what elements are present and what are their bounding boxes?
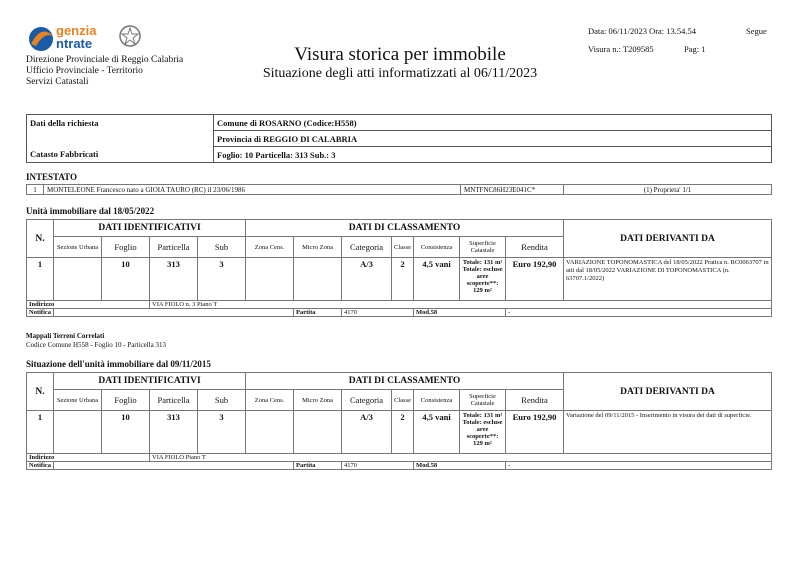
cell-consistenza: 4,5 vani	[414, 258, 460, 301]
col-rendita: Rendita	[506, 390, 564, 411]
col-consistenza: Consistenza	[414, 390, 460, 411]
col-rendita: Rendita	[506, 237, 564, 258]
cell-categoria: A/3	[342, 258, 392, 301]
cell-particella: 313	[150, 411, 198, 454]
label-partita: Partita	[294, 462, 342, 470]
cell-notifica	[54, 309, 294, 317]
cell-rendita: Euro 192,90	[506, 411, 564, 454]
page-title: Visura storica per immobile	[294, 44, 506, 65]
intestato-cf: MNTFNC86H23E041C*	[461, 185, 564, 195]
cell-classe: 2	[392, 411, 414, 454]
cell-zona	[246, 411, 294, 454]
cell-notifica	[54, 462, 294, 470]
page-subtitle: Situazione degli atti informatizzati al 06/11/2023	[262, 66, 538, 81]
col-sub: Sub	[198, 390, 246, 411]
cell-zona	[246, 258, 294, 301]
col-superficie: Superficie Catastale	[460, 390, 506, 411]
label-indirizzo: Indirizzo	[27, 301, 150, 309]
col-particella: Particella	[150, 390, 198, 411]
logo-word-2: ntrate	[56, 36, 93, 51]
segue-label: Segue	[746, 26, 767, 36]
col-n: N.	[27, 373, 54, 411]
col-ident: DATI IDENTIFICATIVI	[54, 373, 246, 390]
col-superficie: Superficie Catastale	[460, 237, 506, 258]
label-partita: Partita	[294, 309, 342, 317]
col-zona: Zona Cens.	[246, 237, 294, 258]
page-number: Pag: 1	[684, 44, 706, 54]
table-row	[27, 258, 772, 301]
cell-indirizzo: VIA FIOLO n. 3 Piano T	[150, 301, 772, 309]
mappali-heading: Mappali Terreni Correlati	[26, 332, 105, 340]
mappali-text: Codice Comune H558 - Foglio 10 - Particella 313	[26, 341, 166, 349]
intestato-num: 1	[27, 185, 44, 195]
unit2-table	[26, 372, 772, 470]
cell-deriv: Variazione del 09/11/2015 - Inserimento in visura dei dati di superficie.	[564, 411, 772, 454]
request-comune: Comune di ROSARNO (Codice:H558)	[214, 115, 772, 131]
cell-sezione	[54, 258, 102, 301]
request-label: Dati della richiesta	[27, 115, 214, 131]
label-indirizzo: Indirizzo	[27, 454, 150, 462]
label-mod: Mod.58	[414, 309, 506, 317]
col-sezione: Sezione Urbana	[54, 390, 102, 411]
cell-mod: -	[506, 462, 772, 470]
col-n: N.	[27, 220, 54, 258]
cell-sezione	[54, 411, 102, 454]
date-line: Data: 06/11/2023 Ora: 13.54.54	[588, 26, 697, 36]
col-particella: Particella	[150, 237, 198, 258]
col-sub: Sub	[198, 237, 246, 258]
cell-rendita: Euro 192,90	[506, 258, 564, 301]
cell-consistenza: 4,5 vani	[414, 411, 460, 454]
col-class: DATI DI CLASSAMENTO	[246, 220, 564, 237]
intestato-right: (1) Proprieta' 1/1	[564, 185, 772, 195]
request-table	[26, 114, 772, 163]
cell-foglio: 10	[102, 411, 150, 454]
col-foglio: Foglio	[102, 390, 150, 411]
intestato-heading: INTESTATO	[26, 172, 78, 182]
col-micro: Micro Zona	[294, 390, 342, 411]
col-zona: Zona Cens.	[246, 390, 294, 411]
label-mod: Mod.58	[414, 462, 506, 470]
col-classe: Classe	[392, 390, 414, 411]
visura-number: Visura n.: T209585	[588, 44, 654, 54]
cell-classe: 2	[392, 258, 414, 301]
table-row	[27, 411, 772, 454]
col-sezione: Sezione Urbana	[54, 237, 102, 258]
office-line-2: Ufficio Provinciale - Territorio	[26, 66, 143, 76]
office-line-1: Direzione Provinciale di Reggio Calabria	[26, 55, 184, 65]
col-classe: Classe	[392, 237, 414, 258]
cell-micro	[294, 258, 342, 301]
office-line-3: Servizi Catastali	[26, 77, 89, 87]
intestato-name: MONTELEONE Francesco nato a GIOIA TAURO (RC) il 23/06/1986	[44, 185, 461, 195]
cell-categoria: A/3	[342, 411, 392, 454]
unit2-heading: Situazione dell'unità immobiliare dal 09/11/2015	[26, 359, 211, 369]
cell-superficie: Totale: 131 m² Totale: escluse aree scoperte**: 129 m²	[460, 411, 506, 454]
cell-deriv: VARIAZIONE TOPONOMASTICA del 18/05/2022 Pratica n. RC0063707 in atti dal 18/05/2022 VARIAZIONE DI TOPONOMASTICA (n. 63707.1/2022)	[564, 258, 772, 301]
cell-partita: 4170	[342, 462, 414, 470]
unit1-heading: Unità immobiliare dal 18/05/2022	[26, 206, 155, 216]
intestato-table	[26, 184, 772, 195]
label-notifica: Notifica	[27, 462, 54, 470]
cell-n: 1	[27, 411, 54, 454]
col-deriv: DATI DERIVANTI DA	[564, 220, 772, 258]
unit1-table	[26, 219, 772, 317]
cell-particella: 313	[150, 258, 198, 301]
cell-foglio: 10	[102, 258, 150, 301]
cell-partita: 4170	[342, 309, 414, 317]
cell-micro	[294, 411, 342, 454]
request-foglio: Foglio: 10 Particella: 313 Sub.: 3	[214, 147, 772, 163]
col-ident: DATI IDENTIFICATIVI	[54, 220, 246, 237]
cell-superficie: Totale: 131 m² Totale: escluse aree scoperte**: 129 m²	[460, 258, 506, 301]
request-catasto: Catasto Fabbricati	[27, 147, 214, 163]
col-consistenza: Consistenza	[414, 237, 460, 258]
col-categoria: Categoria	[342, 237, 392, 258]
col-class: DATI DI CLASSAMENTO	[246, 373, 564, 390]
cell-mod: -	[506, 309, 772, 317]
col-categoria: Categoria	[342, 390, 392, 411]
col-micro: Micro Zona	[294, 237, 342, 258]
col-foglio: Foglio	[102, 237, 150, 258]
cell-indirizzo: VIA FIOLO Piano T	[150, 454, 772, 462]
cell-sub: 3	[198, 411, 246, 454]
logo-word-1: genzia	[56, 23, 97, 38]
label-notifica: Notifica	[27, 309, 54, 317]
col-deriv: DATI DERIVANTI DA	[564, 373, 772, 411]
cell-n: 1	[27, 258, 54, 301]
cell-sub: 3	[198, 258, 246, 301]
request-provincia: Provincia di REGGIO DI CALABRIA	[214, 131, 772, 147]
request-spacer	[27, 131, 214, 147]
